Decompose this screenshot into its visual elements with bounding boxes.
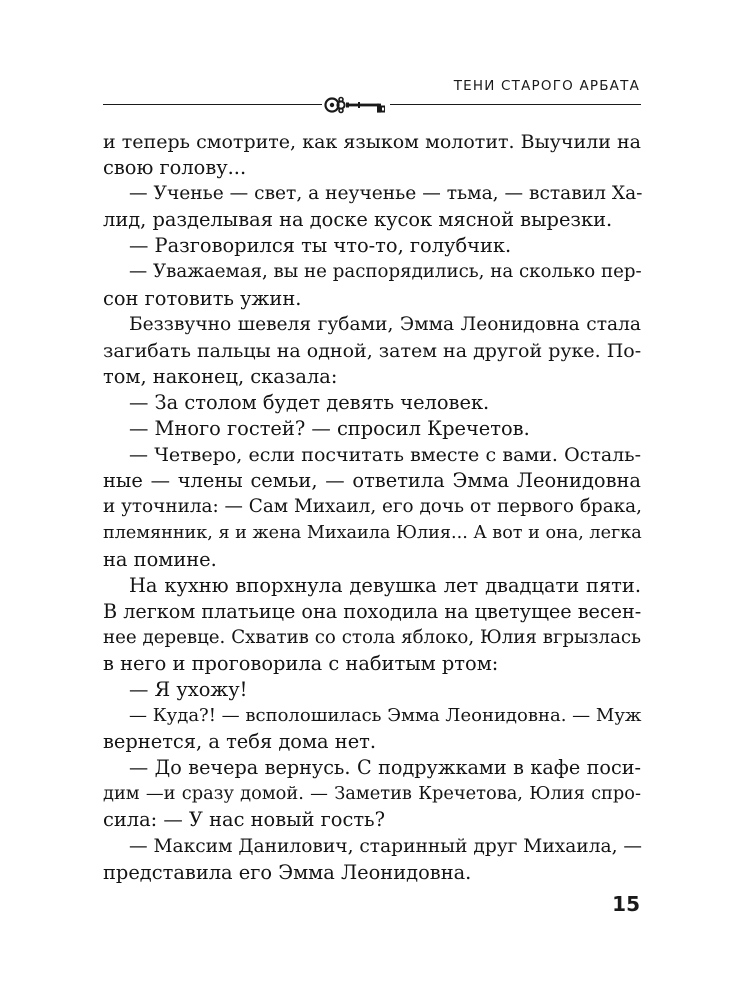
- body-text: [103, 129, 641, 886]
- text-line: свою голову...: [103, 156, 247, 180]
- text-line: — Много гостей? — спросил Кречетов.: [129, 417, 530, 441]
- text-line: — Максим Данилович, старинный друг Михаила, —: [129, 835, 643, 857]
- text-line: том, наконец, сказала:: [103, 364, 338, 388]
- text-line: сон готовить ужин.: [103, 286, 302, 310]
- text-line: Беззвучно шевеля губами, Эмма Леонидовна стала: [129, 313, 641, 335]
- text-line: На кухню впорхнула девушка лет двадцати пяти.: [129, 573, 641, 597]
- key-icon: [322, 94, 390, 116]
- text-line: и теперь смотрите, как языком молотит. Выучили на: [103, 131, 641, 153]
- text-line: — Уважаемая, вы не распорядились, на сколько пер-: [129, 261, 642, 283]
- text-line: — Куда?! — всполошилась Эмма Леонидовна. — Муж: [129, 705, 642, 727]
- text-line: нее деревце. Схватив со стола яблоко, Юлия вгрызлась: [103, 626, 641, 648]
- text-line: В легком платьице она походила на цветущее весен-: [103, 599, 642, 623]
- running-head-title: ТЕНИ СТАРОГО АРБАТА: [453, 78, 640, 94]
- text-line: лид, разделывая на доске кусок мясной вырезки.: [103, 208, 613, 232]
- text-line: дим —и сразу домой. — Заметив Кречетова, Юлия спро-: [103, 783, 641, 805]
- text-line: — Разговорился ты что-то, голубчик.: [129, 234, 512, 258]
- text-line: в него и проговорила с набитым ртом:: [103, 651, 499, 675]
- text-line: и уточнила: — Сам Михаил, его дочь от первого брака,: [103, 496, 642, 518]
- text-line: вернется, а тебя дома нет.: [103, 730, 377, 754]
- text-line: — Я ухожу!: [129, 677, 248, 701]
- text-line: — За столом будет девять человек.: [129, 390, 490, 414]
- text-line: загибать пальцы на одной, затем на другой руке. По-: [103, 339, 642, 362]
- text-line: — До вечера вернусь. С подружками в кафе поси-: [129, 756, 641, 780]
- text-line: на помине.: [103, 547, 217, 571]
- text-line: сила: — У нас новый гость?: [103, 808, 386, 832]
- text-line: ные — члены семьи, — ответила Эмма Леонидовна: [103, 469, 641, 493]
- text-line: — Ученье — свет, а неученье — тьма, — вставил Ха-: [129, 183, 643, 205]
- text-line: племянник, я и жена Михаила Юлия... А вот и она, легка: [103, 523, 642, 544]
- text-line: — Четверо, если посчитать вместе с вами. Осталь-: [129, 444, 641, 467]
- text-line: представила его Эмма Леонидовна.: [103, 860, 472, 884]
- page-number: 15: [612, 892, 640, 916]
